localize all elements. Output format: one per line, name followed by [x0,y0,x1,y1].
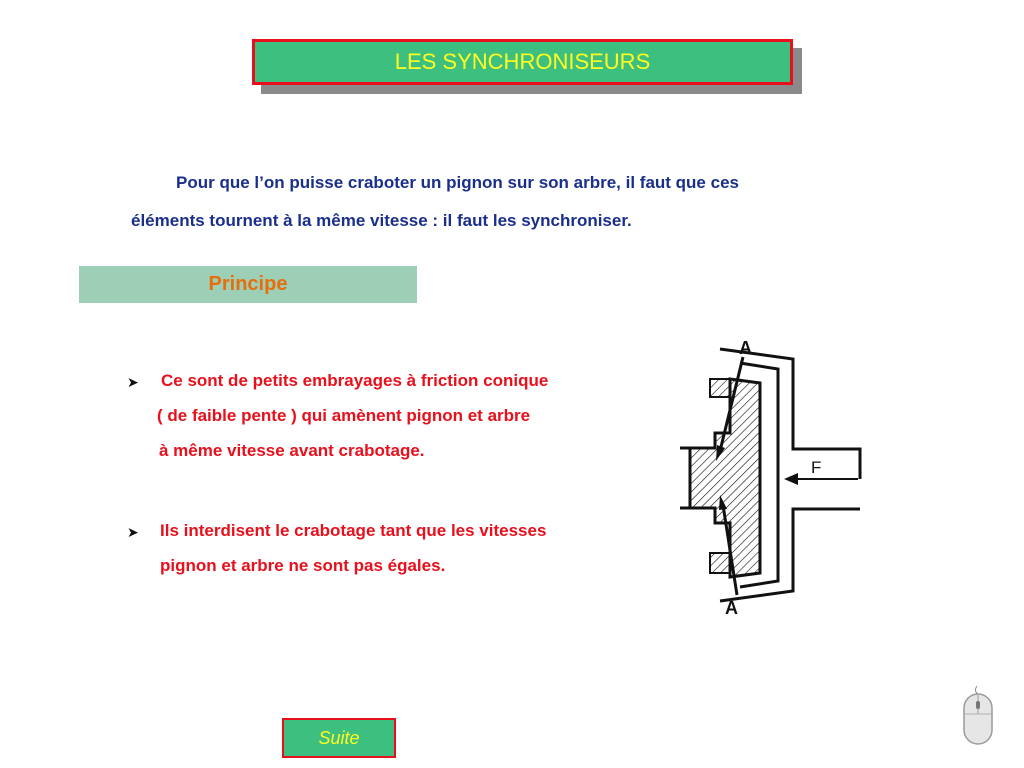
synchronizer-diagram [680,333,865,618]
bullet-1-line-3: à même vitesse avant crabotage. [159,441,425,460]
suite-button[interactable]: Suite [282,718,396,758]
arrow-bullet-icon: ➤ [127,374,139,390]
section-title-principe: Principe [79,266,417,303]
bullet-1-line-2: ( de faible pente ) qui amènent pignon et arbre [157,406,531,425]
arrow-bullet-icon: ➤ [127,524,139,540]
intro-line-1: Pour que l’on puisse craboter un pignon sur son arbre, il faut que ces [176,173,739,192]
gear-body [690,379,760,577]
label-a-top: A [739,338,752,358]
bullet-2-line-2: pignon et arbre ne sont pas égales. [160,556,446,575]
page-title: LES SYNCHRONISEURS [252,39,793,85]
bullet-1-line-1: Ce sont de petits embrayages à friction conique [161,371,549,390]
intro-line-2: éléments tournent à la même vitesse : il faut les synchroniser. [131,211,632,230]
label-force: F [811,458,822,477]
mouse-icon [958,684,998,748]
label-a-bottom: A [725,598,738,618]
bullet-2-line-1: Ils interdisent le crabotage tant que les vitesses [160,521,547,540]
